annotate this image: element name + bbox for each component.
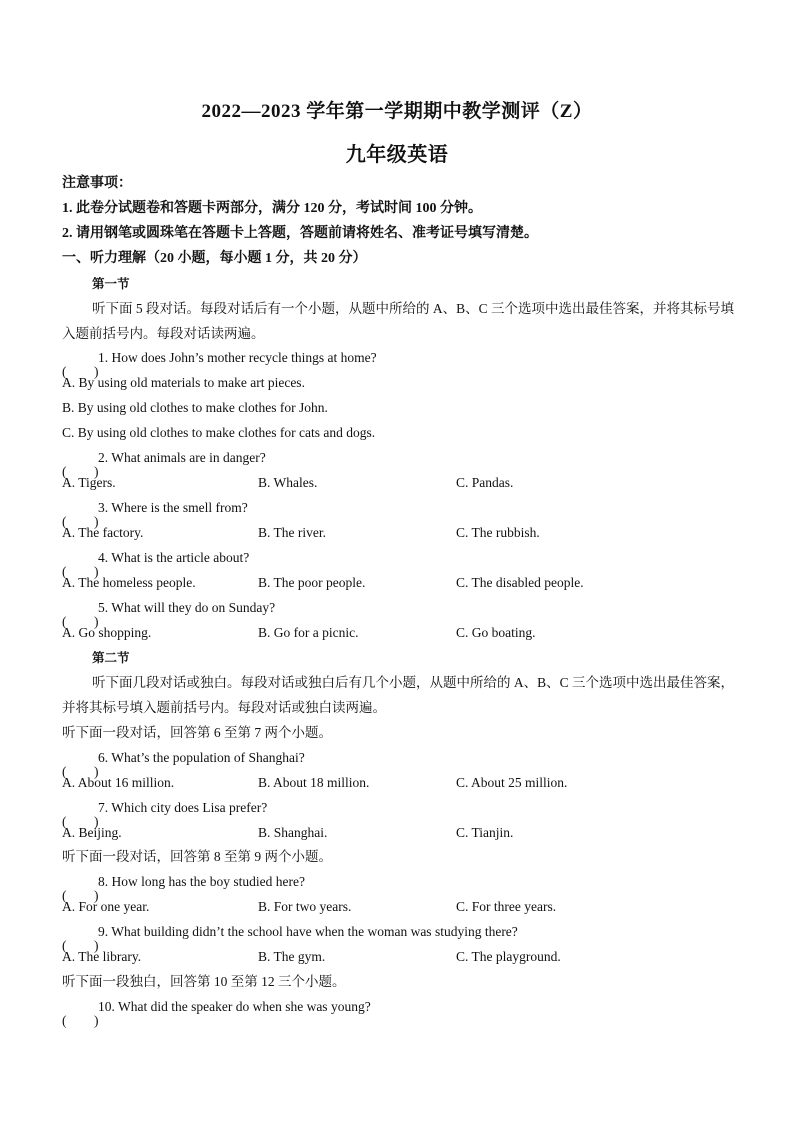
question-text: 7. Which city does Lisa prefer? — [98, 800, 268, 815]
paren-close: ) — [94, 814, 99, 829]
notice-item-1: 1. 此卷分试题卷和答题卡两部分，满分 120 分，考试时间 100 分钟。 — [62, 201, 482, 216]
option-text: C. By using old clothes to make clothes for cats and dogs. — [62, 425, 376, 440]
paren-open: ( — [62, 614, 67, 629]
option-b: B. For two years. — [258, 899, 352, 914]
notice-item-2: 2. 请用钢笔或圆珠笔在答题卡上答题，答题前请将姓名、准考证号填写清楚。 — [62, 226, 538, 241]
options-row — [62, 773, 742, 793]
option-b: B. Shanghai. — [258, 825, 328, 840]
option-a: A. For one year. — [62, 899, 150, 914]
question-3 — [62, 498, 742, 529]
option-b: B. The gym. — [258, 949, 326, 964]
option-b: B. The poor people. — [258, 575, 366, 590]
options-row — [62, 523, 742, 543]
paren-close: ) — [94, 764, 99, 779]
question-10 — [62, 997, 742, 1028]
question-4 — [62, 548, 742, 579]
option-c: C. Tianjin. — [456, 825, 514, 840]
options-row — [62, 473, 742, 493]
paren-close: ) — [94, 564, 99, 579]
question-text: 5. What will they do on Sunday? — [98, 600, 276, 615]
paren-open: ( — [62, 564, 67, 579]
option-c: C. The disabled people. — [456, 575, 584, 590]
option-a — [62, 373, 742, 393]
section2-label: 第二节 — [92, 651, 130, 665]
question-5 — [62, 598, 742, 629]
paren-close: ) — [94, 364, 99, 379]
option-b — [62, 398, 742, 418]
paren-open: ( — [62, 888, 67, 903]
question-8 — [62, 872, 742, 903]
option-a: A. The homeless people. — [62, 575, 196, 590]
option-c: C. Go boating. — [456, 625, 536, 640]
options-row — [62, 623, 742, 643]
paren-close: ) — [94, 464, 99, 479]
question-text: 8. How long has the boy studied here? — [98, 874, 305, 889]
question-text: 10. What did the speaker do when she was young? — [98, 999, 371, 1014]
paren-open: ( — [62, 464, 67, 479]
question-1 — [62, 348, 742, 379]
exam-title: 2022—2023 学年第一学期期中教学测评（Z） — [201, 101, 593, 122]
option-b: B. Go for a picnic. — [258, 625, 359, 640]
paren-open: ( — [62, 938, 67, 953]
question-7 — [62, 798, 742, 829]
paren-open: ( — [62, 764, 67, 779]
option-c: C. The playground. — [456, 949, 561, 964]
paren-open: ( — [62, 814, 67, 829]
options-row — [62, 897, 742, 917]
part1-heading: 一、听力理解（20 小题，每小题 1 分，共 20 分） — [62, 251, 367, 266]
question-text: 3. Where is the smell from? — [98, 500, 248, 515]
option-text: B. By using old clothes to make clothes for John. — [62, 400, 328, 415]
paren-close: ) — [94, 938, 99, 953]
option-text: A. By using old materials to make art pieces. — [62, 375, 305, 390]
question-9 — [62, 922, 742, 953]
option-b: B. Whales. — [258, 475, 318, 490]
question-text: 2. What animals are in danger? — [98, 450, 266, 465]
paren-open: ( — [62, 514, 67, 529]
paren-open: ( — [62, 1013, 67, 1028]
option-a: A. Go shopping. — [62, 625, 152, 640]
paren-close: ) — [94, 614, 99, 629]
option-b: B. The river. — [258, 525, 326, 540]
question-text: 4. What is the article about? — [98, 550, 250, 565]
paren-open: ( — [62, 364, 67, 379]
options-row — [62, 823, 742, 843]
option-c — [62, 423, 742, 443]
exam-subtitle: 九年级英语 — [345, 144, 449, 166]
notice-heading: 注意事项： — [62, 176, 132, 191]
options-row — [62, 947, 742, 967]
question-6 — [62, 748, 742, 779]
section1-label: 第一节 — [92, 277, 130, 291]
option-a: A. Beijing. — [62, 825, 122, 840]
option-a: A. The factory. — [62, 525, 144, 540]
dialog2-intro: 听下面一段对话，回答第 8 至第 9 两个小题。 — [62, 849, 332, 864]
dialog1-intro: 听下面一段对话，回答第 6 至第 7 两个小题。 — [62, 725, 332, 740]
section2-instructions: 听下面几段对话或独白。每段对话或独白后有几个小题，从题中所给的 A、B、C 三个选项中选出最佳答案，并将其标号填入题前括号内。每段对话或独白读两遍。 — [62, 675, 735, 715]
question-text: 9. What building didn’t the school have when the woman was studying there? — [98, 924, 518, 939]
monologue-intro: 听下面一段独白，回答第 10 至第 12 三个小题。 — [62, 974, 346, 989]
options-row — [62, 573, 742, 593]
paren-close: ) — [94, 1013, 99, 1028]
question-text: 6. What’s the population of Shanghai? — [98, 750, 305, 765]
option-c: C. The rubbish. — [456, 525, 540, 540]
option-b: B. About 18 million. — [258, 775, 370, 790]
option-c: C. For three years. — [456, 899, 557, 914]
option-a: A. The library. — [62, 949, 142, 964]
paren-close: ) — [94, 888, 99, 903]
question-text: 1. How does John’s mother recycle things at home? — [98, 350, 377, 365]
option-c: C. Pandas. — [456, 475, 514, 490]
option-a: A. Tigers. — [62, 475, 116, 490]
option-c: C. About 25 million. — [456, 775, 568, 790]
section1-instructions: 听下面 5 段对话。每段对话后有一个小题，从题中所给的 A、B、C 三个选项中选出最佳答案，并将其标号填入题前括号内。每段对话读两遍。 — [62, 301, 735, 341]
question-2 — [62, 448, 742, 479]
paren-close: ) — [94, 514, 99, 529]
option-a: A. About 16 million. — [62, 775, 175, 790]
